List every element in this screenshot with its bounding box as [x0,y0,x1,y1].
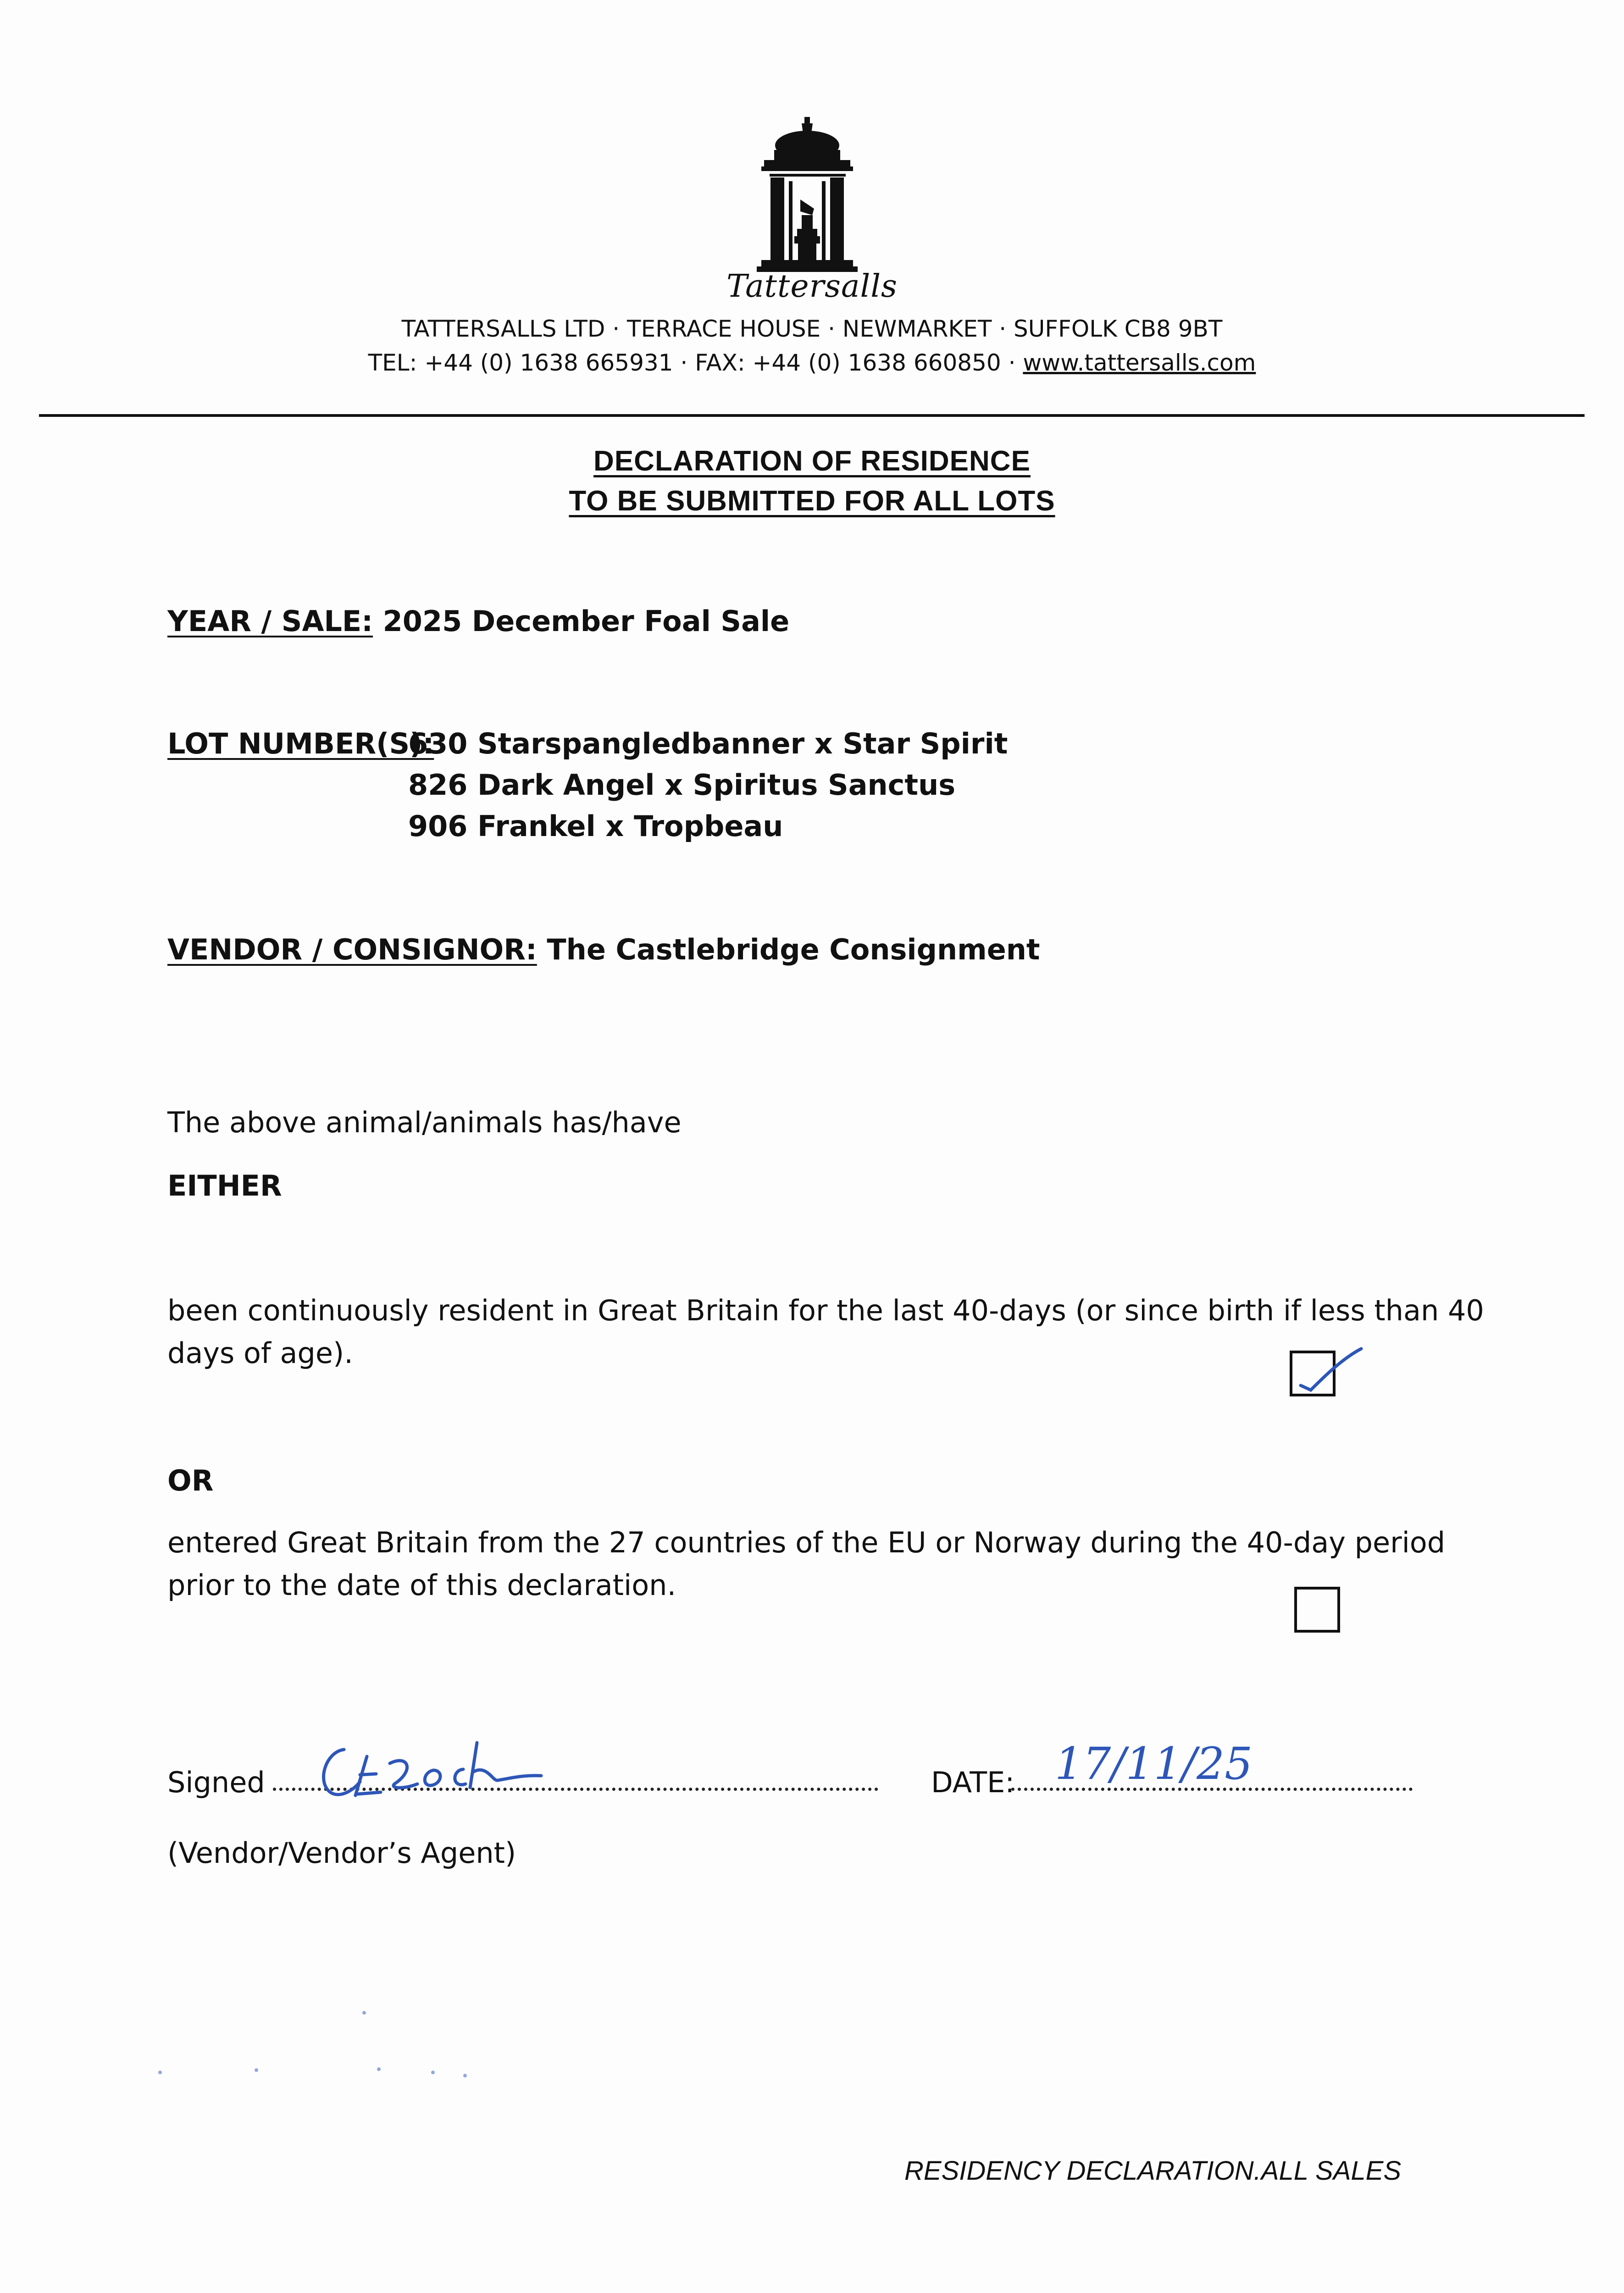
ink-speck [377,2067,381,2071]
lot-numbers-label: LOT NUMBER(S): [167,727,434,760]
or-heading: OR [167,1464,214,1497]
option-one-line2: days of age). [167,1336,353,1370]
sale-value: 2025 December Foal Sale [373,604,790,638]
sale-field [167,604,789,638]
either-heading: EITHER [167,1169,282,1202]
lot-numbers-field [167,727,434,760]
company-contact [0,349,1624,376]
header-divider [39,414,1585,417]
vendor-field [167,933,1040,966]
document-title: DECLARATION OF RESIDENCE [593,445,1031,477]
lot-item: 630 Starspangledbanner x Star Spirit [408,727,1008,760]
lot-item: 826 Dark Angel x Spiritus Sanctus [408,768,956,802]
footer-reference: RESIDENCY DECLARATION.ALL SALES [904,2156,1402,2186]
tattersalls-logo [743,117,871,282]
brand-name: Tattersalls [726,268,898,305]
option-two-checkbox[interactable] [1294,1587,1340,1633]
date-label: DATE: [931,1766,1015,1799]
date-value[interactable]: 17/11/25 [1055,1738,1253,1789]
contact-numbers: TEL: +44 (0) 1638 665931 · FAX: +44 (0) 1638 660850 · [368,349,1023,376]
checkmark-icon [1296,1345,1365,1396]
option-one-checkbox[interactable] [1290,1351,1336,1396]
sale-label: YEAR / SALE: [167,604,373,638]
option-two-line2: prior to the date of this declaration. [167,1568,676,1602]
ink-speck [362,2011,366,2015]
document-subtitle: TO BE SUBMITTED FOR ALL LOTS [569,485,1055,517]
website-link[interactable]: www.tattersalls.com [1023,349,1256,376]
company-address: TATTERSALLS LTD · TERRACE HOUSE · NEWMARKET · SUFFOLK CB8 9BT [401,316,1223,342]
option-one-line1: been continuously resident in Great Britain for the last 40-days (or since birth if less than 40 [167,1294,1484,1327]
ink-speck [255,2068,258,2072]
signature-mark[interactable] [312,1738,550,1807]
signed-label: Signed [167,1766,265,1799]
lot-item: 906 Frankel x Tropbeau [408,809,783,843]
vendor-label: VENDOR / CONSIGNOR: [167,933,537,966]
option-two-line1: entered Great Britain from the 27 countries of the EU or Norway during the 40-day period [167,1526,1446,1559]
ink-speck [431,2071,435,2074]
ink-speck [463,2074,467,2077]
vendor-value: The Castlebridge Consignment [537,933,1040,966]
ink-speck [158,2071,162,2074]
statement-intro: The above animal/animals has/have [167,1106,682,1139]
signer-role: (Vendor/Vendor’s Agent) [167,1836,516,1870]
